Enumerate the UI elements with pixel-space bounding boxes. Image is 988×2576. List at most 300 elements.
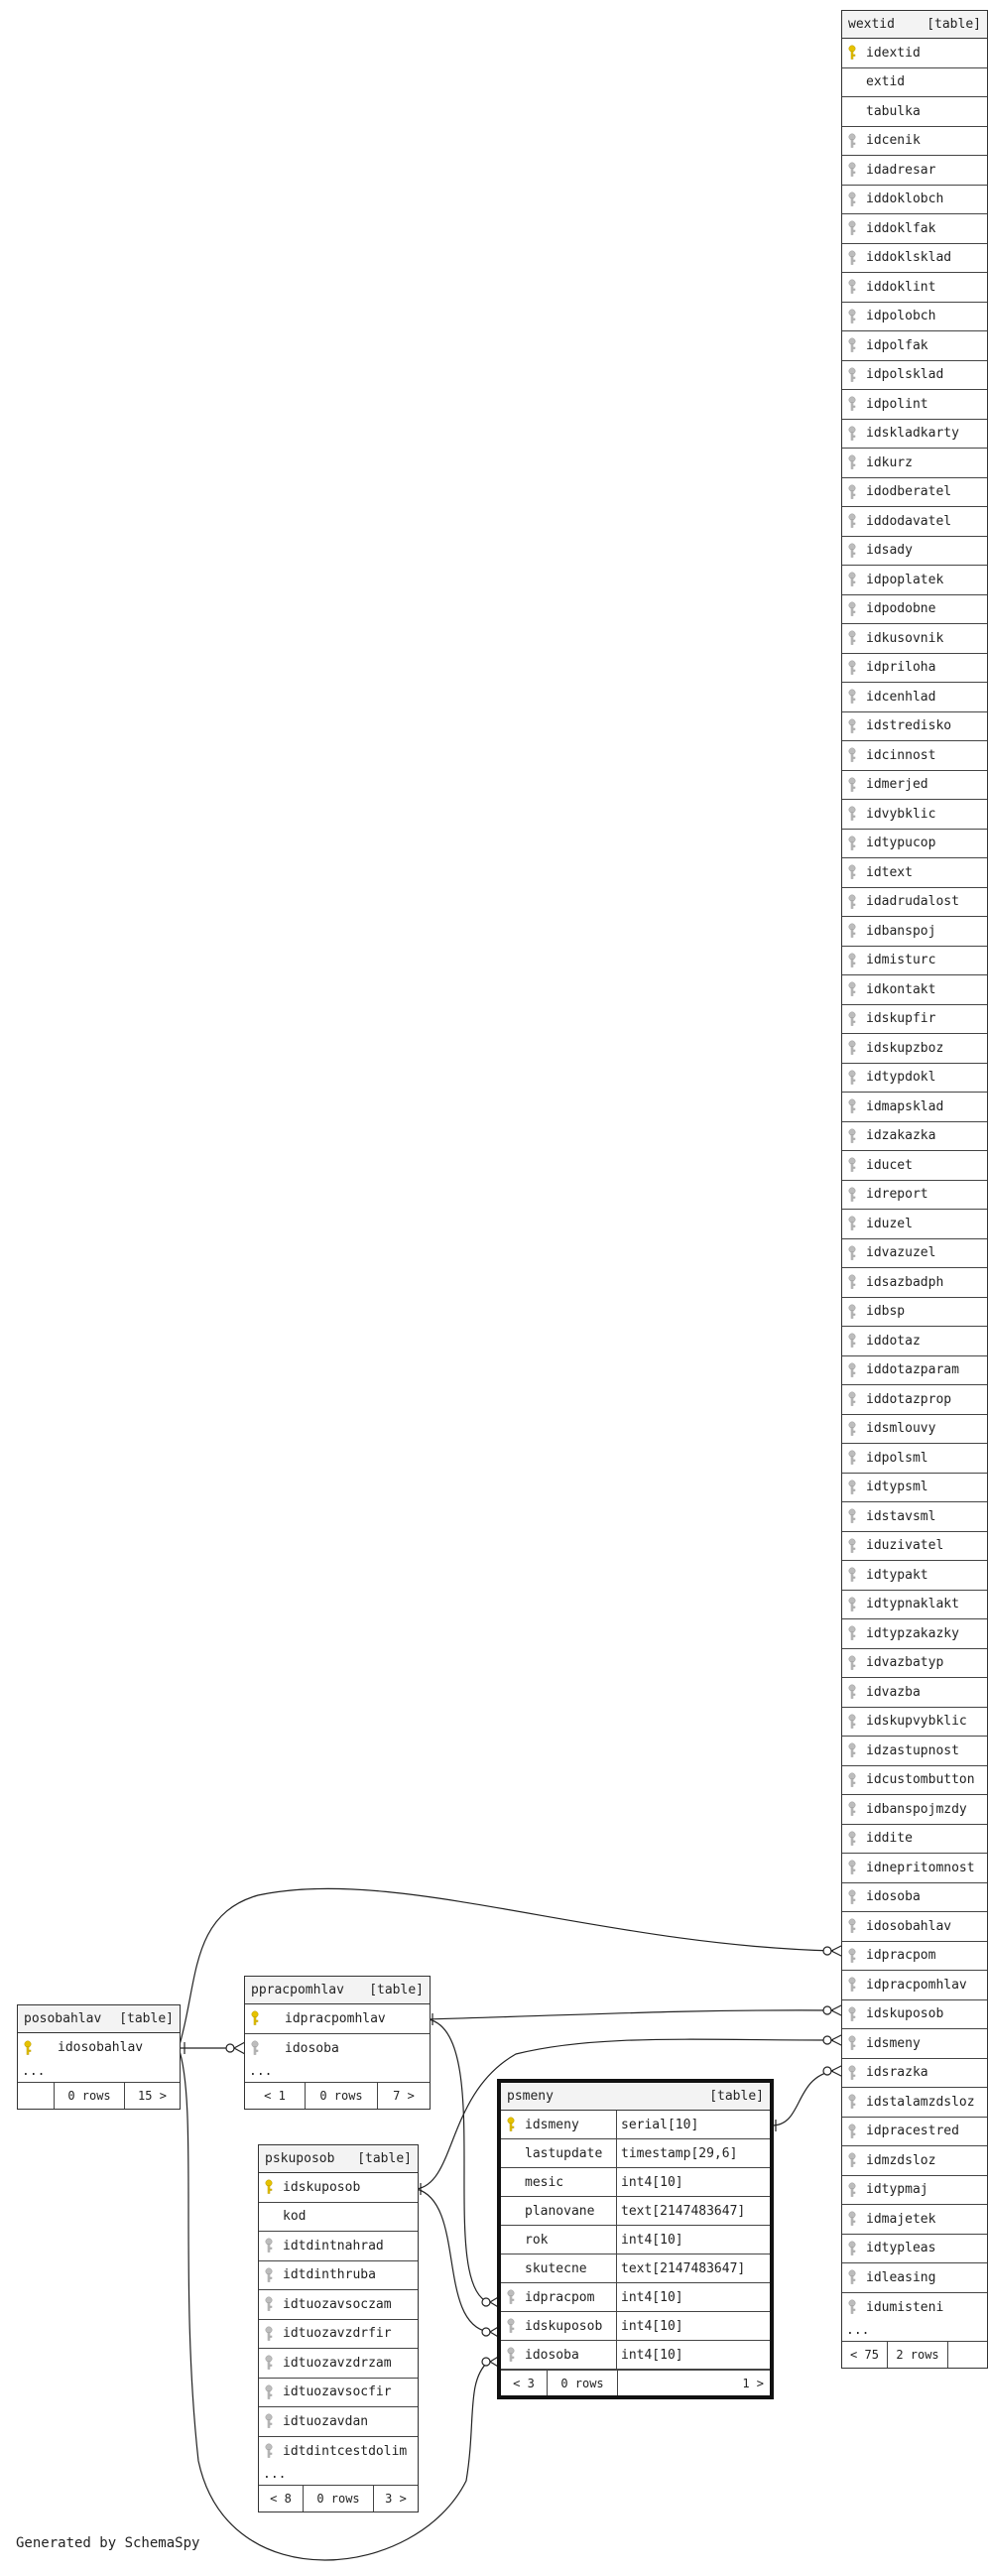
column-row[interactable] <box>259 2290 418 2320</box>
foreign-key-icon <box>842 1567 862 1583</box>
foreign-key-icon <box>842 1362 862 1378</box>
column-name: idtdintcestdolim <box>283 2443 408 2459</box>
column-type: int4[10] <box>617 2341 770 2370</box>
footer-rows: 0 rows <box>306 2083 378 2109</box>
column-type: int4[10] <box>617 2168 770 2197</box>
primary-key-icon <box>501 2117 521 2132</box>
column-name: idpolsml <box>866 1450 928 1466</box>
footer-parents <box>18 2083 55 2109</box>
column-type: text[2147483647] <box>617 2197 770 2226</box>
foreign-key-icon <box>842 2152 862 2168</box>
foreign-key-icon <box>842 2211 862 2227</box>
column-row[interactable] <box>842 186 987 215</box>
column-row[interactable] <box>842 2263 987 2293</box>
column-name: idvazba <box>866 1684 921 1700</box>
table-header <box>842 11 987 39</box>
column-name: idadresar <box>866 162 936 178</box>
column-row[interactable] <box>842 1766 987 1796</box>
foreign-key-icon <box>842 162 862 178</box>
relation-marker <box>823 1947 831 1955</box>
column-name: idskuposob <box>283 2179 361 2195</box>
column-name: idpracpom <box>525 2289 595 2305</box>
foreign-key-icon <box>259 2238 279 2254</box>
column-row[interactable] <box>259 2407 418 2437</box>
column-row[interactable] <box>842 947 987 976</box>
column-row[interactable] <box>842 303 987 332</box>
column-name: idtuozavdan <box>283 2413 369 2429</box>
column-row[interactable] <box>842 1912 987 1942</box>
column-name: idskupzboz <box>866 1040 944 1056</box>
column-name: lastupdate <box>525 2145 603 2161</box>
column-name: idpracestred <box>866 2124 959 2139</box>
foreign-key-icon <box>842 1070 862 1086</box>
column-name: idskuposob <box>525 2318 603 2334</box>
column-row[interactable] <box>842 830 987 859</box>
column-list <box>18 2033 180 2063</box>
relation-line <box>417 2189 488 2332</box>
column-row[interactable] <box>842 361 987 391</box>
relation-line <box>772 2071 833 2125</box>
column-name: idtypleas <box>866 2241 936 2256</box>
column-row[interactable] <box>842 975 987 1005</box>
foreign-key-icon <box>842 953 862 968</box>
foreign-key-icon <box>842 220 862 236</box>
relation-marker <box>823 2006 831 2014</box>
relation-line <box>429 2010 833 2019</box>
column-row[interactable] <box>842 624 987 654</box>
column-row[interactable] <box>842 478 987 508</box>
column-name: idstavsml <box>866 1508 936 1524</box>
foreign-key-icon <box>842 1157 862 1173</box>
foreign-key-icon <box>842 1742 862 1758</box>
foreign-key-icon <box>842 836 862 851</box>
foreign-key-icon <box>842 367 862 383</box>
column-row[interactable] <box>245 2034 430 2064</box>
column-row[interactable] <box>842 1825 987 1855</box>
column-row[interactable] <box>245 2004 430 2034</box>
footer-children[interactable]: 1 > <box>742 2376 764 2390</box>
column-row[interactable] <box>842 1561 987 1591</box>
column-row[interactable] <box>842 2146 987 2176</box>
foreign-key-icon <box>842 2124 862 2139</box>
column-row[interactable] <box>842 1678 987 1708</box>
table-name: pskuposob <box>265 2151 335 2166</box>
column-row[interactable] <box>842 1795 987 1825</box>
column-row[interactable] <box>842 390 987 420</box>
column-row[interactable] <box>501 2283 617 2312</box>
column-list <box>842 39 987 2322</box>
foreign-key-icon <box>842 747 862 763</box>
column-row[interactable] <box>259 2173 418 2203</box>
foreign-key-icon <box>842 630 862 646</box>
column-row[interactable] <box>842 127 987 157</box>
column-name: idskladkarty <box>866 426 959 442</box>
column-name: idtypnaklakt <box>866 1597 959 1612</box>
column-row[interactable] <box>842 654 987 684</box>
column-row[interactable] <box>842 1181 987 1211</box>
table-posobahlav[interactable] <box>17 2004 181 2110</box>
column-row[interactable] <box>842 449 987 478</box>
column-row[interactable] <box>259 2320 418 2350</box>
foreign-key-icon <box>842 1128 862 1144</box>
column-row[interactable] <box>842 1591 987 1620</box>
foreign-key-icon <box>842 1860 862 1875</box>
column-row[interactable] <box>842 1649 987 1679</box>
column-row[interactable] <box>842 2088 987 2118</box>
foreign-key-icon <box>842 133 862 149</box>
column-row[interactable] <box>842 68 987 98</box>
foreign-key-icon <box>842 1714 862 1730</box>
column-name: idumisteni <box>866 2299 944 2315</box>
table-ppracpomhlav[interactable] <box>244 1976 431 2110</box>
foreign-key-icon <box>842 337 862 353</box>
table-tag: [table] <box>119 2011 174 2026</box>
column-name: idosobahlav <box>58 2040 144 2056</box>
column-row[interactable] <box>842 1210 987 1239</box>
column-row[interactable] <box>842 420 987 450</box>
column-row[interactable] <box>501 2226 617 2254</box>
foreign-key-icon <box>842 1772 862 1788</box>
table-psmeny[interactable] <box>497 2079 774 2399</box>
column-row[interactable] <box>842 2000 987 2030</box>
column-row[interactable] <box>842 244 987 274</box>
column-name: iddotaz <box>866 1333 921 1349</box>
column-row[interactable] <box>842 1064 987 1094</box>
column-row[interactable] <box>842 858 987 888</box>
primary-key-icon <box>245 2010 265 2026</box>
foreign-key-icon <box>842 1889 862 1905</box>
column-row[interactable] <box>842 771 987 801</box>
table-footer <box>501 2370 770 2395</box>
footer-parents[interactable]: < 1 <box>245 2083 306 2109</box>
table-tag: [table] <box>709 2089 764 2104</box>
column-row[interactable] <box>842 156 987 186</box>
column-name: iddoklint <box>866 279 936 295</box>
table-wextid[interactable] <box>841 10 988 2369</box>
column-row[interactable] <box>842 331 987 361</box>
column-name: idpracpom <box>866 1948 936 1964</box>
column-row[interactable] <box>842 1034 987 1064</box>
column-row[interactable] <box>259 2203 418 2233</box>
column-row[interactable] <box>842 1268 987 1298</box>
column-name: idosoba <box>285 2040 339 2056</box>
foreign-key-icon <box>842 2035 862 2051</box>
table-footer <box>245 2083 430 2109</box>
foreign-key-icon <box>259 2384 279 2400</box>
table-name: wextid <box>848 17 895 32</box>
column-row[interactable] <box>842 888 987 918</box>
column-row[interactable] <box>842 273 987 303</box>
foreign-key-icon <box>842 309 862 324</box>
foreign-key-icon <box>842 2094 862 2110</box>
column-name: kod <box>283 2209 307 2225</box>
column-row[interactable] <box>842 1883 987 1913</box>
column-row[interactable] <box>501 2168 617 2197</box>
column-row[interactable] <box>842 39 987 68</box>
foreign-key-icon <box>842 2299 862 2315</box>
column-name: idmajetek <box>866 2211 936 2227</box>
column-name: idpracpomhlav <box>866 1977 967 1993</box>
footer-children[interactable]: 7 > <box>393 2089 415 2103</box>
column-name: iducet <box>866 1157 913 1173</box>
footer-children[interactable]: 15 > <box>138 2088 167 2103</box>
table-header <box>259 2145 418 2173</box>
column-name: idtypakt <box>866 1567 928 1583</box>
column-type: int4[10] <box>617 2312 770 2341</box>
column-row[interactable] <box>501 2312 617 2341</box>
foreign-key-icon <box>842 1597 862 1612</box>
column-row[interactable] <box>842 214 987 244</box>
column-row[interactable] <box>842 800 987 830</box>
foreign-key-icon <box>842 484 862 500</box>
primary-key-icon <box>842 45 862 61</box>
foreign-key-icon <box>842 1655 862 1671</box>
column-row[interactable] <box>842 1708 987 1738</box>
foreign-key-icon <box>842 192 862 207</box>
table-tag: [table] <box>357 2151 412 2166</box>
column-row[interactable] <box>842 1444 987 1474</box>
foreign-key-icon <box>842 1421 862 1437</box>
footer-rows: 2 rows <box>888 2342 948 2368</box>
column-name: rok <box>525 2232 549 2248</box>
column-row[interactable] <box>842 1385 987 1415</box>
column-name: idkurz <box>866 454 913 470</box>
column-name: idsmeny <box>525 2117 579 2132</box>
foreign-key-icon <box>259 2443 279 2459</box>
foreign-key-icon <box>842 660 862 676</box>
foreign-key-icon <box>842 1508 862 1524</box>
footer-rows: 0 rows <box>304 2486 374 2512</box>
foreign-key-icon <box>501 2347 521 2363</box>
column-row[interactable] <box>842 917 987 947</box>
relation-marker <box>482 2298 490 2306</box>
column-row[interactable] <box>842 2118 987 2147</box>
column-row[interactable] <box>259 2349 418 2379</box>
column-name: idosoba <box>866 1889 921 1905</box>
foreign-key-icon <box>842 981 862 997</box>
column-row[interactable] <box>842 1356 987 1386</box>
foreign-key-icon <box>842 1216 862 1231</box>
column-name: idstredisko <box>866 718 952 734</box>
column-row[interactable] <box>842 741 987 771</box>
column-name: idbsp <box>866 1304 906 1320</box>
column-name: idcenik <box>866 133 921 149</box>
foreign-key-icon <box>842 396 862 412</box>
relation-line <box>429 2019 488 2302</box>
column-row[interactable] <box>501 2197 617 2226</box>
column-name: idvazbatyp <box>866 1655 944 1671</box>
column-row[interactable] <box>842 1415 987 1445</box>
foreign-key-icon <box>259 2355 279 2371</box>
column-name: idadrudalost <box>866 894 959 910</box>
column-name: idpolfak <box>866 337 928 353</box>
primary-key-icon <box>18 2040 38 2056</box>
column-name: iddoklobch <box>866 192 944 207</box>
footer-parents[interactable]: < 3 <box>501 2371 548 2395</box>
column-name: idtypzakazky <box>866 1625 959 1641</box>
column-list <box>245 2004 430 2063</box>
column-row[interactable] <box>842 683 987 712</box>
column-name: idkontakt <box>866 981 936 997</box>
column-row[interactable] <box>842 1239 987 1269</box>
table-pskuposob[interactable] <box>258 2144 419 2512</box>
column-name: idsrazka <box>866 2065 928 2081</box>
column-row[interactable] <box>842 1122 987 1152</box>
column-row[interactable] <box>842 1093 987 1122</box>
column-name: idzakazka <box>866 1128 936 1144</box>
column-name: idpriloha <box>866 660 936 676</box>
column-row[interactable] <box>842 537 987 567</box>
foreign-key-icon <box>842 894 862 910</box>
column-name: idreport <box>866 1187 928 1203</box>
relation-marker <box>823 2067 831 2075</box>
foreign-key-icon <box>842 454 862 470</box>
foreign-key-icon <box>842 2269 862 2285</box>
column-name: idtdintnahrad <box>283 2238 384 2254</box>
column-row[interactable] <box>842 712 987 742</box>
column-name: skutecne <box>525 2260 587 2276</box>
column-row[interactable] <box>842 2029 987 2059</box>
foreign-key-icon <box>842 543 862 559</box>
column-name: idosoba <box>525 2347 579 2363</box>
column-name: idtypsml <box>866 1480 928 1495</box>
column-name: iddite <box>866 1831 913 1847</box>
foreign-key-icon <box>842 426 862 442</box>
foreign-key-icon <box>842 1187 862 1203</box>
column-row[interactable] <box>842 1474 987 1503</box>
column-name: idkusovnik <box>866 630 944 646</box>
foreign-key-icon <box>842 2241 862 2256</box>
footer-rows: 0 rows <box>548 2371 618 2395</box>
column-name: idmapsklad <box>866 1098 944 1114</box>
table-footer <box>842 2342 987 2368</box>
column-name: idstalamzdsloz <box>866 2094 975 2110</box>
column-row[interactable] <box>259 2261 418 2291</box>
foreign-key-icon <box>245 2040 265 2056</box>
column-type: serial[10] <box>617 2111 770 2139</box>
column-name: idcinnost <box>866 747 936 763</box>
column-row[interactable] <box>842 1942 987 1972</box>
foreign-key-icon <box>842 1918 862 1934</box>
footer-parents[interactable]: < 8 <box>259 2486 304 2512</box>
column-row[interactable] <box>259 2379 418 2408</box>
column-row[interactable] <box>259 2437 418 2467</box>
column-name: idodberatel <box>866 484 952 500</box>
foreign-key-icon <box>842 1625 862 1641</box>
foreign-key-icon <box>501 2289 521 2305</box>
column-row[interactable] <box>842 1532 987 1562</box>
foreign-key-icon <box>842 1831 862 1847</box>
column-name: idbanspoj <box>866 923 936 939</box>
table-header <box>245 1977 430 2004</box>
column-row[interactable] <box>842 1005 987 1035</box>
relation-marker <box>823 2036 831 2044</box>
foreign-key-icon <box>842 2182 862 2198</box>
column-name: iddotazparam <box>866 1362 959 1378</box>
footer-children[interactable]: 3 > <box>385 2492 407 2506</box>
footer-parents[interactable]: < 75 <box>842 2342 888 2368</box>
foreign-key-icon <box>842 1801 862 1817</box>
column-name: idtuozavzdrfir <box>283 2326 392 2342</box>
column-name: idbanspojmzdy <box>866 1801 967 1817</box>
column-row[interactable] <box>842 2293 987 2323</box>
column-name: idpracpomhlav <box>285 2010 386 2026</box>
more-columns: ... <box>259 2466 418 2486</box>
foreign-key-icon <box>842 1538 862 1554</box>
column-row[interactable] <box>259 2232 418 2261</box>
foreign-key-icon <box>259 2413 279 2429</box>
column-name: iddoklfak <box>866 220 936 236</box>
column-name: idmisturc <box>866 953 936 968</box>
column-row[interactable] <box>842 507 987 537</box>
foreign-key-icon <box>842 806 862 822</box>
column-row[interactable] <box>842 1298 987 1328</box>
column-row[interactable] <box>842 1502 987 1532</box>
column-name: idtypdokl <box>866 1070 936 1086</box>
column-row[interactable] <box>842 566 987 595</box>
foreign-key-icon <box>842 2065 862 2081</box>
column-name: idpolobch <box>866 309 936 324</box>
relation-marker <box>482 2358 490 2366</box>
footer-children <box>948 2342 987 2368</box>
column-row[interactable] <box>842 1737 987 1766</box>
table-footer <box>259 2486 418 2512</box>
footer-rows: 0 rows <box>55 2083 125 2109</box>
column-row[interactable] <box>842 1327 987 1356</box>
foreign-key-icon <box>842 1274 862 1290</box>
column-name: idskupvybklic <box>866 1714 967 1730</box>
column-type: int4[10] <box>617 2283 770 2312</box>
column-name: idtuozavzdrzam <box>283 2355 392 2371</box>
column-row[interactable] <box>842 2176 987 2206</box>
column-row[interactable] <box>501 2111 617 2139</box>
column-row[interactable] <box>842 2205 987 2235</box>
column-name: idpoplatek <box>866 572 944 587</box>
column-name: idpodobne <box>866 601 936 617</box>
foreign-key-icon <box>259 2326 279 2342</box>
foreign-key-icon <box>842 1098 862 1114</box>
column-row[interactable] <box>501 2341 617 2370</box>
column-name: iduzivatel <box>866 1538 944 1554</box>
column-row[interactable] <box>501 2254 617 2283</box>
column-row[interactable] <box>842 595 987 625</box>
column-name: idcenhlad <box>866 689 936 705</box>
column-name: idtuozavsoczam <box>283 2296 392 2312</box>
column-row[interactable] <box>18 2033 180 2063</box>
column-name: idvybklic <box>866 806 936 822</box>
column-name: idskuposob <box>866 2006 944 2022</box>
foreign-key-icon <box>842 689 862 705</box>
column-row[interactable] <box>842 1971 987 2000</box>
column-row[interactable] <box>842 1854 987 1883</box>
foreign-key-icon <box>842 1450 862 1466</box>
column-row[interactable] <box>842 1619 987 1649</box>
column-name: idsmeny <box>866 2035 921 2051</box>
column-name: idtypmaj <box>866 2182 928 2198</box>
column-name: idzastupnost <box>866 1742 959 1758</box>
column-row[interactable] <box>842 1151 987 1181</box>
foreign-key-icon <box>842 777 862 793</box>
foreign-key-icon <box>259 2296 279 2312</box>
column-row[interactable] <box>842 97 987 127</box>
column-name: idsmlouvy <box>866 1421 936 1437</box>
foreign-key-icon <box>842 2006 862 2022</box>
column-name: idextid <box>866 45 921 61</box>
column-row[interactable] <box>842 2235 987 2264</box>
foreign-key-icon <box>501 2318 521 2334</box>
column-row[interactable] <box>501 2139 617 2168</box>
column-row[interactable] <box>842 2059 987 2089</box>
